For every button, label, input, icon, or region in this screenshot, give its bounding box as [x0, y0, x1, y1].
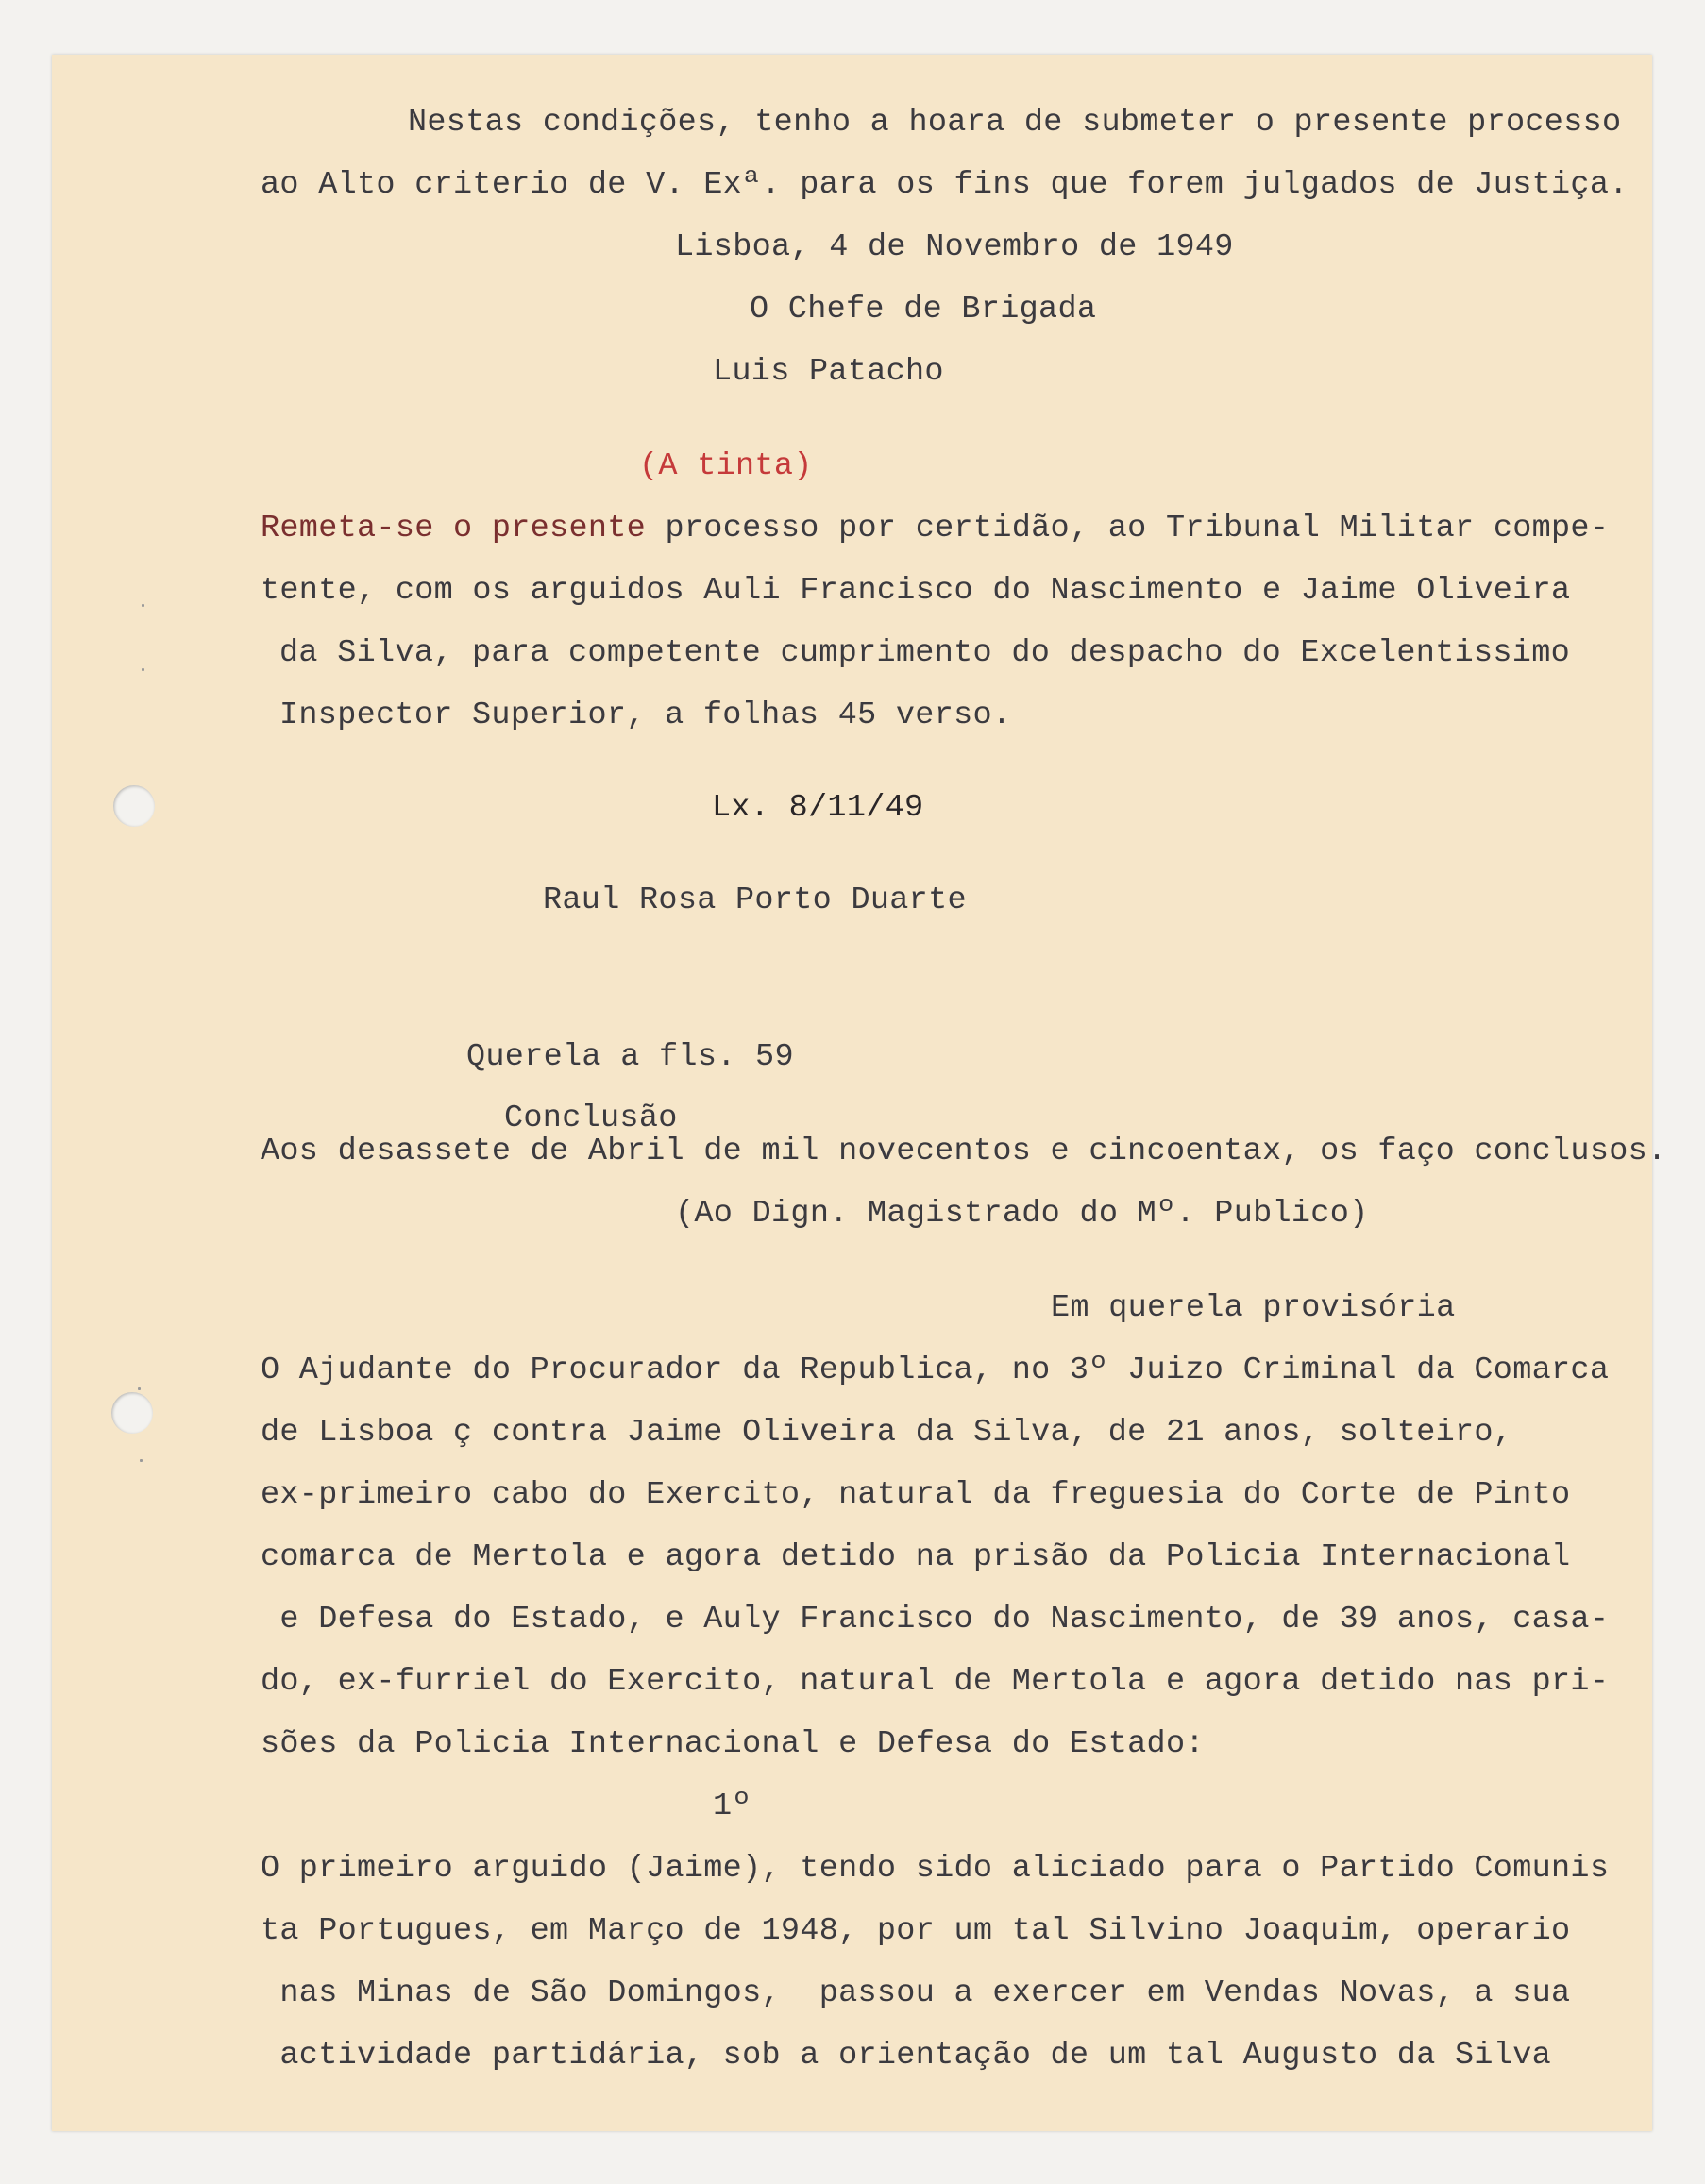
despacho-line-2: tente, com os arguidos Auli Francisco do Nascimento e Jaime Oliveira	[261, 573, 1571, 609]
querela-line: comarca de Mertola e agora detido na prisão da Policia Internacional	[261, 1539, 1571, 1575]
speck	[142, 668, 144, 671]
despacho-line-4: Inspector Superior, a folhas 45 verso.	[279, 697, 1012, 733]
despacho-line-1	[261, 510, 1609, 547]
article-line: ta Portugues, em Março de 1948, por um tal Silvino Joaquim, operario	[261, 1913, 1571, 1949]
punch-hole	[113, 785, 155, 827]
querela-line: O Ajudante do Procurador da Republica, no 3º Juizo Criminal da Comarca	[261, 1352, 1610, 1388]
conclusao-addressee: (Ao Dign. Magistrado do Mº. Publico)	[675, 1196, 1369, 1232]
article-line: actividade partidária, sob a orientação de um tal Augusto da Silva	[261, 2038, 1552, 2074]
speck	[138, 1387, 141, 1390]
querela-line: de Lisboa ç contra Jaime Oliveira da Silva, de 21 anos, solteiro,	[261, 1415, 1513, 1451]
querela-heading: Em querela provisória	[1051, 1290, 1456, 1326]
querela-ref: Querela a fls. 59	[466, 1039, 794, 1075]
querela-line: e Defesa do Estado, e Auly Francisco do Nascimento, de 39 anos, casa-	[261, 1602, 1610, 1638]
intro-signer-title: O Chefe de Brigada	[750, 292, 1097, 328]
despacho-lead: Remeta-se o presente	[261, 511, 647, 546]
intro-line-2: ao Alto criterio de V. Exª. para os fins que forem julgados de Justiça.	[261, 167, 1629, 203]
article-number: 1º	[713, 1789, 751, 1824]
intro-date: Lisboa, 4 de Novembro de 1949	[675, 229, 1234, 265]
despacho-line-3: da Silva, para competente cumprimento do despacho do Excelentissimo	[279, 635, 1571, 671]
punch-hole	[111, 1392, 153, 1434]
speck	[142, 604, 144, 607]
conclusao-text: Aos desassete de Abril de mil novecentos e cincoentax, os faço conclusos.	[261, 1134, 1667, 1169]
despacho-line-1-rest: processo por certidão, ao Tribunal Militar compe-	[646, 511, 1610, 546]
despacho-date: Lx. 8/11/49	[712, 790, 924, 826]
intro-signer-name: Luis Patacho	[713, 354, 944, 390]
ink-note: (A tinta)	[639, 448, 813, 484]
intro-line-1: Nestas condições, tenho a hoara de submeter o presente processo	[408, 105, 1622, 141]
speck	[140, 1459, 143, 1462]
conclusao-label: Conclusão	[504, 1100, 678, 1136]
querela-line: do, ex-furriel do Exercito, natural de Mertola e agora detido nas pri-	[261, 1664, 1610, 1700]
querela-line: sões da Policia Internacional e Defesa do Estado:	[261, 1726, 1205, 1762]
querela-line: ex-primeiro cabo do Exercito, natural da freguesia do Corte de Pinto	[261, 1477, 1571, 1513]
despacho-signer: Raul Rosa Porto Duarte	[543, 882, 967, 918]
article-line: nas Minas de São Domingos, passou a exercer em Vendas Novas, a sua	[261, 1975, 1571, 2011]
article-line: O primeiro arguido (Jaime), tendo sido aliciado para o Partido Comunis	[261, 1851, 1610, 1887]
